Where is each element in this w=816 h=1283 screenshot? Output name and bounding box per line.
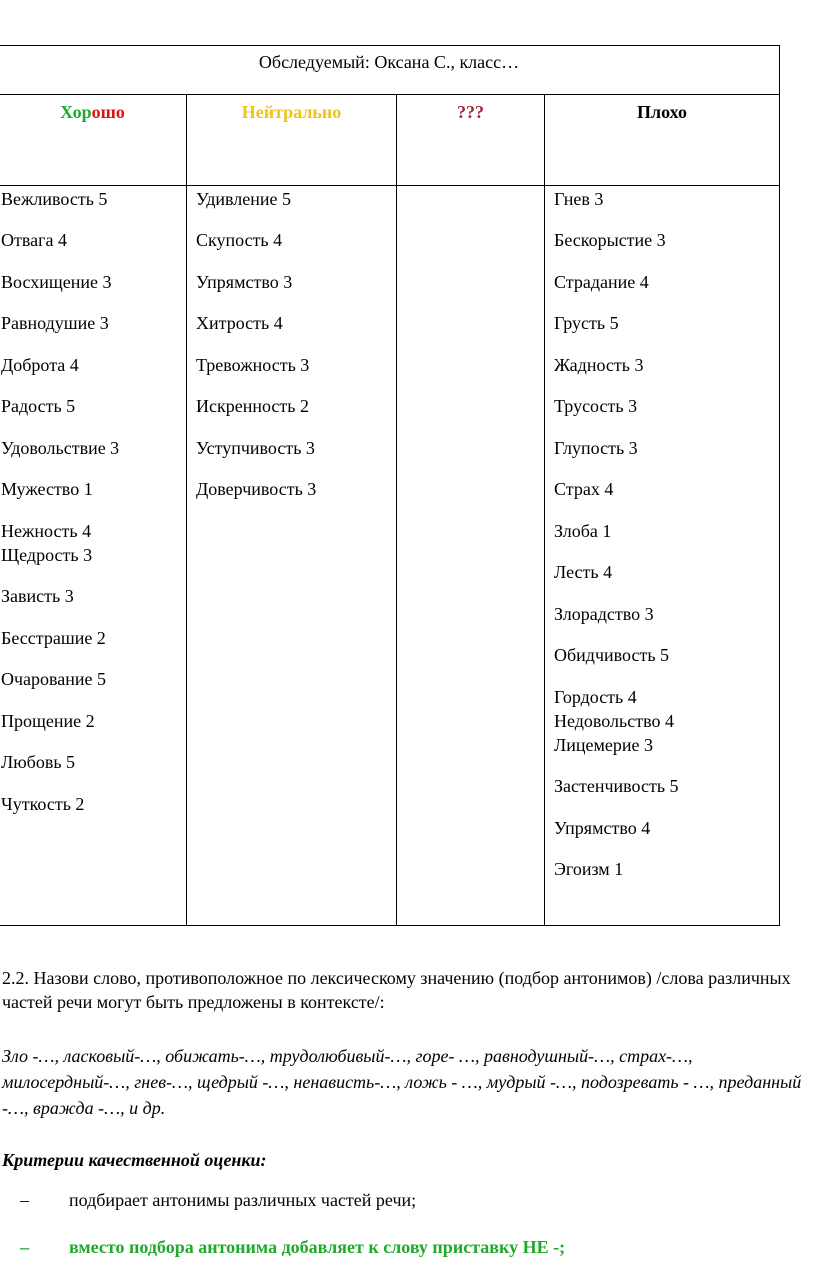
list-item: Доверчивость 3 — [196, 479, 317, 499]
list-item: Грусть 5 — [554, 313, 619, 333]
dash-bullet: – — [20, 1237, 29, 1257]
list-item: Гнев 3 — [554, 189, 604, 209]
criteria-text: подбирает антонимы различных частей речи; — [69, 1190, 417, 1210]
list-item: Восхищение 3 — [1, 272, 112, 292]
unknown-column — [397, 186, 545, 926]
list-item: Лицемерие 3 — [554, 735, 653, 755]
list-item: Очарование 5 — [1, 669, 107, 689]
list-item: Глупость 3 — [554, 438, 638, 458]
list-item: Доброта 4 — [1, 355, 79, 375]
list-item: Упрямство 3 — [196, 272, 293, 292]
list-item: Мужество 1 — [1, 479, 93, 499]
list-item: Страх 4 — [554, 479, 614, 499]
list-item: Лесть 4 — [554, 562, 613, 582]
criteria-heading: Критерии качественной оценки: — [2, 1150, 267, 1170]
list-item: Отвага 4 — [1, 230, 67, 250]
good-column — [0, 186, 187, 926]
list-item: Искренность 2 — [196, 396, 310, 416]
list-item: Щедрость 3 — [1, 545, 93, 565]
list-item: Вежливость 5 — [1, 189, 108, 209]
criteria-text: вместо подбора антонима добавляет к слову приставку НЕ -; — [69, 1237, 566, 1257]
list-item: Уступчивость 3 — [196, 438, 315, 458]
table-title: Обследуемый: Оксана С., класс… — [0, 46, 780, 95]
list-item: Хитрость 4 — [196, 313, 283, 333]
header-good-part2: ошо — [91, 102, 125, 122]
list-item: Обидчивость 5 — [554, 645, 670, 665]
list-item: Злоба 1 — [554, 521, 612, 541]
list-item: Равнодушие 3 — [1, 313, 109, 333]
bad-column — [545, 186, 780, 926]
header-neutral: Нейтрально — [187, 95, 397, 186]
list-item: Эгоизм 1 — [554, 859, 624, 879]
list-item: Прощение 2 — [1, 711, 95, 731]
list-item: Бескорыстие 3 — [554, 230, 666, 250]
list-item: Злорадство 3 — [554, 604, 654, 624]
header-good-part1: Хор — [60, 102, 92, 122]
list-item: Недовольство 4 — [554, 711, 674, 731]
assessment-table — [0, 45, 780, 926]
list-item: Трусость 3 — [554, 396, 638, 416]
header-bad: Плохо — [545, 95, 780, 186]
neutral-column — [187, 186, 397, 926]
list-item: Зависть 3 — [1, 586, 74, 606]
list-item: Гордость 4 — [554, 687, 637, 707]
list-item: Удовольствие 3 — [1, 438, 120, 458]
list-item: Скупость 4 — [196, 230, 283, 250]
list-item: Радость 5 — [1, 396, 76, 416]
dash-bullet: – — [20, 1190, 29, 1210]
list-item: Любовь 5 — [1, 752, 76, 772]
list-item: Страдание 4 — [554, 272, 649, 292]
list-item: Удивление 5 — [196, 189, 292, 209]
header-unknown: ??? — [397, 95, 545, 186]
list-item: Застенчивость 5 — [554, 776, 679, 796]
list-item: Бесстрашие 2 — [1, 628, 106, 648]
header-good — [0, 95, 187, 186]
list-item: Жадность 3 — [554, 355, 644, 375]
list-item: Упрямство 4 — [554, 818, 651, 838]
task-words: Зло -…, ласковый-…, обижать-…, трудолюбивый-…, горе- …, равнодушный-…, страх-…, милосердный-…, гнев-…, щедрый -…, ненависть-…, ложь - …, мудрый -…, подозревать - …, преданный -…, вражда -…, и др. — [2, 1046, 802, 1118]
list-item: Нежность 4 — [1, 521, 92, 541]
list-item: Тревожность 3 — [196, 355, 310, 375]
list-item: Чуткость 2 — [1, 794, 85, 814]
task-instruction: 2.2. Назови слово, противоположное по лексическому значению (подбор антонимов) /слова различных частей речи могут быть предложены в контексте/: — [2, 968, 791, 1012]
